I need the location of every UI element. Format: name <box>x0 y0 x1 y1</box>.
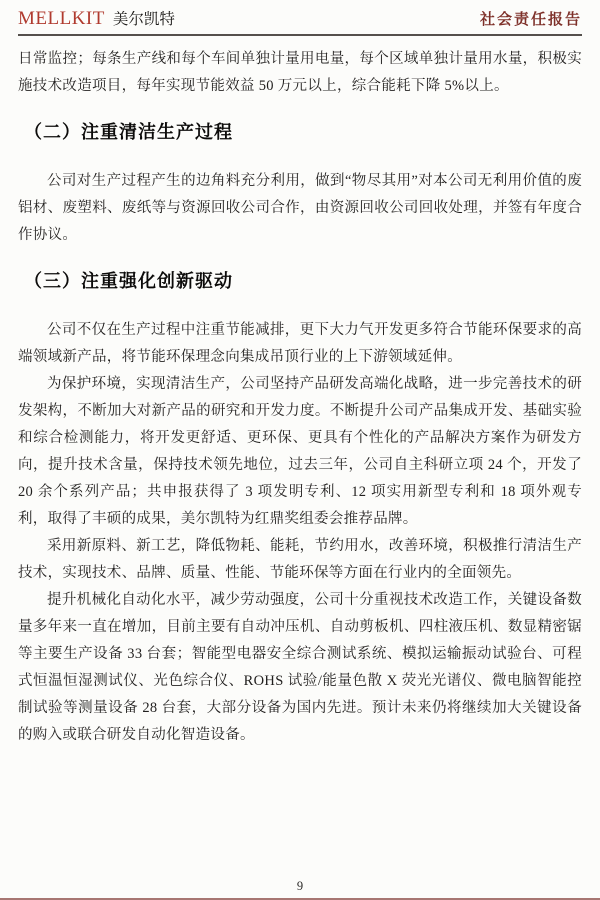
body-paragraph: 公司不仅在生产过程中注重节能减排，更下大力气开发更多符合节能环保要求的高端领域新产品，将节能环保理念向集成吊顶行业的上下游领域延伸。 <box>18 322 582 365</box>
body-paragraph: 公司对生产过程产生的边角料充分利用，做到“物尽其用”对本公司无利用价值的废铝材、废塑料、废纸等与资源回收公司合作，由资源回收公司回收处理，并签有年度合作协议。 <box>18 173 582 243</box>
brand-logo-text: MELLKIT <box>18 8 105 29</box>
section-heading: （二）注重清洁生产过程 <box>24 122 233 142</box>
body-paragraph: 采用新原料、新工艺，降低物耗、能耗，节约用水，改善环境，积极推行清洁生产技术，实现技术、品牌、质量、性能、节能环保等方面在行业内的全面领先。 <box>18 538 582 581</box>
document-body <box>18 46 582 749</box>
page-header <box>18 7 582 36</box>
section-heading: （三）注重强化创新驱动 <box>24 271 233 291</box>
brand-name-chinese: 美尔凯特 <box>112 11 175 28</box>
page-number: 9 <box>296 879 304 893</box>
brand <box>18 7 175 30</box>
body-paragraph: 为保护环境，实现清洁生产，公司坚持产品研发高端化战略，进一步完善技术的研发架构，不断加大对新产品的研究和开发力度。不断提升公司产品集成开发、基础实验和综合检测能力，将开发更舒适、更环保、更具有个性化的产品解决方案作为研发方向，提升技术含量，保持技术领先地位，过去三年，公司自主科研立项 24 个，开发了 20 余个系列产品；共申报获得了 3 项发明专利、12 项实用新型专利和 18 项外观专利，取得了丰硕的成果，美尔凯特为红鼎奖组委会推荐品牌。 <box>18 376 582 527</box>
report-title: 社会责任报告 <box>479 12 582 28</box>
body-paragraph: 提升机械化自动化水平，减少劳动强度，公司十分重视技术改造工作，关键设备数量多年来一直在增加，目前主要有自动冲压机、自动剪板机、四柱液压机、数显精密锯等主要生产设备 33 台套；智能型电器安全综合测试系统、模拟运输振动试验台、可程式恒温恒湿测试仪、光色综合仪、ROHS 试验/能量色散 X 荧光光谱仪、微电脑智能控制试验等测量设备 28 台套，大部分设备为国内先进。预计未来仍将继续加大关键设备的购入或联合研发自动化智造设备。 <box>18 592 582 743</box>
body-paragraph: 日常监控；每条生产线和每个车间单独计量用电量，每个区域单独计量用水量，积极实施技术改造项目，每年实现节能效益 50 万元以上，综合能耗下降 5%以上。 <box>18 51 582 94</box>
